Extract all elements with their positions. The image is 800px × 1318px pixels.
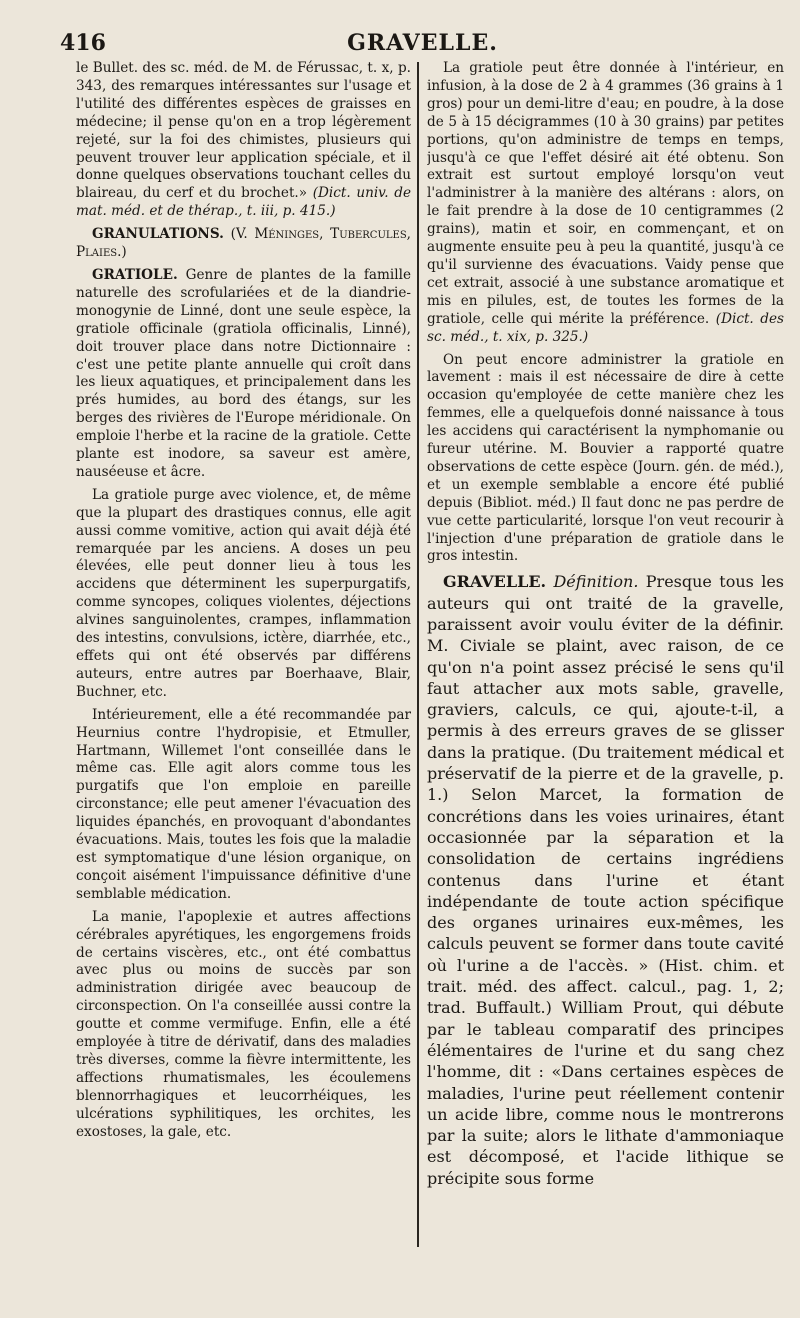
- left-column: [76, 60, 411, 1260]
- paragraph-dosage: La gratiole peut être donnée à l'intérieur, en infusion, à la dose de 2 à 4 grammes (36 grains à 1 gros) pour un demi-litre d'eau; en poudre, à la dose de 5 à 15 décigrammes (10 à 30 grains) par petites portions, qu'on administre de temps en temps, jusqu'à ce que l'effet désiré ait été obtenu. Son extrait est surtout employé lorsqu'on veut l'administrer à la manière des altérans : alors, on le fait prendre à la dose de 10 centigrammes (2 grains), matin et soir, en commençant, et on augmente ensuite peu à peu la quantité, jusqu'à ce qu'il survienne des évacuations. Vaidy pense que cet extrait, associé à une substance aromatique et mis en pilules, est, de toutes les formes de la gratiole, celle qui mérite la préférence. (Dict. des sc. méd., t. xix, p. 325.): [427, 60, 784, 345]
- entry-gratiole: GRATIOLE. Genre de plantes de la famille naturelle des scrofulariées et de la diandrie-monogynie de Linné, dont une seule espèce, la gratiole officinale (gratiola officinalis, Linné), doit trouver place dans notre Dictionnaire : c'est une petite plante annuelle qui croît dans les lieux aquatiques, et principalement dans les prés humides, au bord des étangs, sur les berges des rivières de l'Europe méridionale. On emploie l'herbe et la racine de la gratiole. Cette plante est inodore, sa saveur est amère, nauséeuse et âcre.: [76, 266, 411, 480]
- page-number: 416: [60, 30, 106, 56]
- entry-gravelle: GRAVELLE. Définition. Presque tous les auteurs qui ont traité de la gravelle, paraissent avoir voulu éviter de la définir. M. Civiale se plaint, avec raison, de ce qu'on n'a point assez précisé le sens qu'il faut attacher aux mots sable, gravelle, graviers, calculs, ce qui, ajoute-t-il, a permis à des erreurs graves de se glisser dans la pratique. (Du traitement médical et préservatif de la pierre et de la gravelle, p. 1.) Selon Marcet, la formation de concrétions dans les voies urinaires, étant occasionnée par la séparation et la consolidation de certains ingrédiens contenus dans l'urine et étant indépendante de toute action spécifique des organes urinaires eux-mêmes, les calculs peuvent se former dans toute cavité où l'urine a de l'accès. » (Hist. chim. et trait. méd. des affect. calcul., pag. 1, 2; trad. Buffault.) William Prout, qui débute par le tableau comparatif des principes élémentaires de l'urine et du sang chez l'homme, dit : «Dans certaines espèces de maladies, l'urine peut réellement contenir un acide libre, comme nous le montrerons par la suite; alors le lithate d'ammoniaque est décomposé, et l'acide lithique se précipite sous forme: [427, 572, 784, 1188]
- paragraph-manie: La manie, l'apoplexie et autres affections cérébrales apyrétiques, les engorgemens froids de certains viscères, etc., ont été combattus avec plus ou moins de succès par son administration dirigée avec beaucoup de circonspection. On l'a conseillée aussi contre la goutte et comme vermifuge. Enfin, elle a été employée à titre de dérivatif, dans des maladies très diverses, comme la fièvre intermittente, les affections rhumatismales, les écoulemens blennorrhagiques et leucorrhéiques, les ulcérations syphilitiques, les orchites, les exostoses, la gale, etc.: [76, 908, 411, 1140]
- column-divider: [417, 62, 419, 1247]
- right-column: [427, 60, 784, 1260]
- gratiole-continued: [427, 60, 784, 566]
- entry-subheading: Définition.: [546, 572, 639, 592]
- paragraph-interieurement: Intérieurement, elle a été recommandée par Heurnius contre l'hydropisie, et Etmuller, Hartmann, Willemet l'ont conseillée dans le même cas. Elle agit alors comme tous les purgatifs que l'on emploie en pareille circonstance; elle peut amener l'évacuation des liquides épanchés, en provoquant d'abondantes évacuations. Mais, toutes les fois que la maladie est symptomatique d'une lésion organique, on conçoit aisément l'impuissance définitive d'une semblable médication.: [76, 706, 411, 902]
- paragraph-lavement: On peut encore administrer la gratiole en lavement : mais il est nécessaire de dire à cette occasion qu'employée de cette manière chez les femmes, elle a quelquefois donné naissance à tous les accidens qui caractérisent la nymphomanie ou fureur utérine. M. Bouvier a rapporté quatre observations de cette espèce (Journ. gén. de méd.), et un exemple semblable a encore été publié depuis (Bibliot. méd.) Il faut donc ne pas perdre de vue cette particularité, lorsque l'on veut recourir à l'injection d'une préparation de gratiole dans le gros intestin.: [427, 351, 784, 565]
- entry-heading: GRANULATIONS.: [92, 226, 224, 243]
- paragraph-purge: La gratiole purge avec violence, et, de même que la plupart des drastiques connus, elle agit aussi comme vomitive, action qui avait déjà été remarquée par les anciens. A doses un peu élevées, elle peut donner lieu à tous les accidens que déterminent les superpurgatifs, comme syncopes, coliques violentes, déjections alvines sanguinolentes, crampes, inflammation des intestins, convulsions, ictère, diarrhée, etc., effets qui ont été observés par différens auteurs, entre autres par Boerhaave, Blair, Buchner, etc.: [76, 486, 411, 700]
- entry-granulations: GRANULATIONS. (V. Méninges, Tubercules, Plaies.): [76, 226, 411, 261]
- reference: (Dict. univ. de mat. méd. et de thérap., t. iii, p. 415.): [76, 185, 411, 220]
- gravelle-section: [427, 571, 784, 1189]
- paragraph-graisses: le Bullet. des sc. méd. de M. de Férussac, t. x, p. 343, des remarques intéressantes sur l'usage et l'utilité des différentes espèces de graisses en médecine; il pense qu'on en a trop légèrement rejeté, sur la foi des chimistes, plusieurs qui peuvent trouver leur application spéciale, et il donne quelques observations touchant celles du blaireau, du cerf et du brochet.» (Dict. univ. de mat. méd. et de thérap., t. iii, p. 415.): [76, 60, 411, 220]
- reference: (Dict. des sc. méd., t. xix, p. 325.): [427, 310, 784, 345]
- running-title: GRAVELLE.: [347, 30, 498, 56]
- entry-heading: GRATIOLE.: [92, 266, 178, 283]
- page-header: [60, 30, 785, 60]
- entry-heading: GRAVELLE.: [443, 572, 547, 592]
